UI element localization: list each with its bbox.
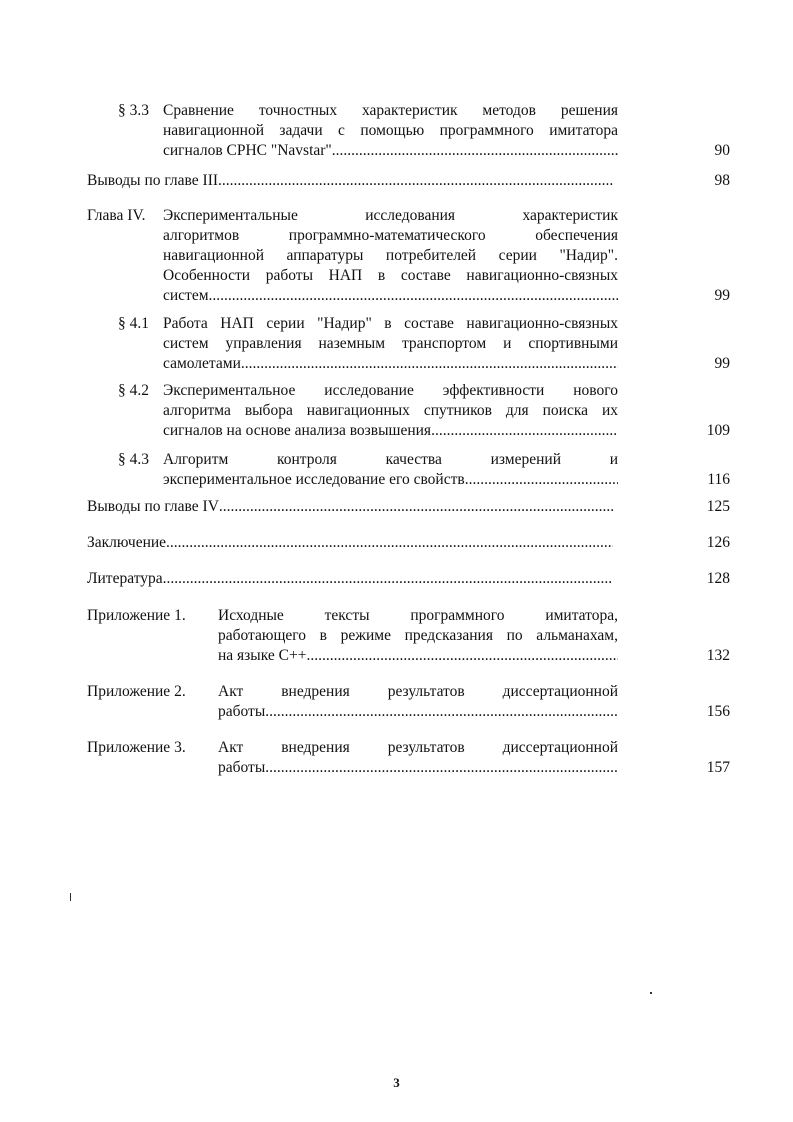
toc-entry-conclusion[interactable] xyxy=(0,533,793,553)
toc-entry-4-3[interactable] xyxy=(0,450,793,492)
toc-entry-line-dotted: экспериментальное исследование его свойств ..... xyxy=(163,470,618,490)
toc-entry-line-dotted: на языке С++ ..... xyxy=(218,646,618,666)
toc-entry-3-3[interactable] xyxy=(0,101,793,163)
toc-entry-line-dotted: работы ..... xyxy=(218,702,618,722)
toc-entry-appendix-1[interactable] xyxy=(0,606,793,668)
toc-page-number: 157 xyxy=(706,759,730,776)
toc-entry-line-dotted: Литература ..... xyxy=(87,569,613,589)
toc-entry-line: Исходные тексты программного имитатора, xyxy=(218,607,618,624)
toc-entry-literature[interactable] xyxy=(0,569,793,589)
toc-entry-label: Глава IV. xyxy=(87,207,146,224)
toc-page-number: 109 xyxy=(706,422,730,439)
toc-entry-label: Приложение 1. xyxy=(87,607,186,624)
toc-entry-line-dotted: Выводы по главе III ..... xyxy=(87,171,613,191)
page-number: 3 xyxy=(393,1075,400,1090)
toc-entry-label: Приложение 3. xyxy=(87,739,186,756)
toc-entry-4-2[interactable] xyxy=(0,381,793,443)
toc-page-number: 90 xyxy=(714,142,730,159)
toc-entry-line-dotted: сигналов на основе анализа возвышения ..... xyxy=(163,421,618,441)
toc-entry-label: Приложение 2. xyxy=(87,683,186,700)
toc-entry-line: навигационной аппаратуры потребителей серии "Надир". xyxy=(163,247,618,264)
toc-entry-label: § 4.1 xyxy=(118,315,149,332)
toc-entry-label: § 4.3 xyxy=(118,451,149,468)
toc-entry-line-dotted: работы ..... xyxy=(218,758,618,778)
toc-entry-chapter-4[interactable] xyxy=(0,206,793,308)
toc-entry-line: Акт внедрения результатов диссертационной xyxy=(218,683,618,700)
toc-entry-line-dotted: Заключение ..... xyxy=(87,533,613,553)
toc-entry-4-1[interactable] xyxy=(0,314,793,376)
toc-entry-line-dotted: самолетами ..... xyxy=(163,354,618,374)
toc-entry-line: навигационной задачи с помощью программного имитатора xyxy=(163,122,618,139)
toc-entry-label: § 3.3 xyxy=(118,102,149,119)
toc-page-number: 128 xyxy=(706,570,730,587)
toc-entry-line: алгоритма выбора навигационных спутников для поиска их xyxy=(163,402,618,419)
toc-page-number: 126 xyxy=(706,534,730,551)
toc-entry-line: алгоритмов программно-математического обеспечения xyxy=(163,227,618,244)
toc-entry-line: Экспериментальное исследование эффективности нового xyxy=(163,382,618,399)
scan-speck xyxy=(650,992,652,994)
toc-entry-line: систем управления наземным транспортом и спортивными xyxy=(163,335,618,352)
toc-page-number: 99 xyxy=(714,287,730,304)
toc-page-number: 156 xyxy=(706,703,730,720)
toc-entry-line: Алгоритм контроля качества измерений и xyxy=(163,451,618,468)
toc-entry-label: § 4.2 xyxy=(118,382,149,399)
toc-page-number: 132 xyxy=(706,647,730,664)
toc-entry-line: Работа НАП серии "Надир" в составе навигационно-связных xyxy=(163,315,618,332)
toc-entry-appendix-2[interactable] xyxy=(0,682,793,724)
toc-entry-line: Сравнение точностных характеристик методов решения xyxy=(163,102,618,119)
toc-page-number: 99 xyxy=(714,355,730,372)
scan-speck xyxy=(70,893,71,901)
toc-entry-appendix-3[interactable] xyxy=(0,738,793,780)
toc-entry-line: работающего в режиме предсказания по альманахам, xyxy=(218,627,618,644)
toc-entry-line: Акт внедрения результатов диссертационной xyxy=(218,739,618,756)
toc-page-number: 125 xyxy=(706,498,730,515)
toc-page-number: 116 xyxy=(707,471,730,488)
toc-entry-line-dotted: систем ..... xyxy=(163,286,618,306)
toc-entry-line: Экспериментальные исследования характеристик xyxy=(163,207,618,224)
toc-page-number: 98 xyxy=(714,172,730,189)
toc-entry-conclusions-3[interactable] xyxy=(0,171,793,191)
toc-entry-line-dotted: Выводы по главе IV ..... xyxy=(87,497,613,517)
toc-entry-conclusions-4[interactable] xyxy=(0,497,793,517)
toc-entry-line: Особенности работы НАП в составе навигационно-связных xyxy=(163,267,618,284)
toc-entry-line-dotted: сигналов СРНС "Navstar" ..... xyxy=(163,141,618,161)
